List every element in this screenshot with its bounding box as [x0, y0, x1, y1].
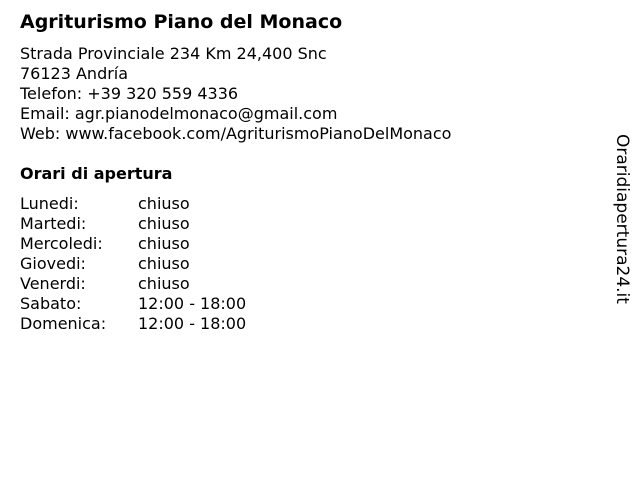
site-watermark: Oraridiapertura24.it — [612, 134, 632, 304]
day-label-wednesday: Mercoledi: — [20, 234, 103, 253]
phone-line: Telefon: +39 320 559 4336 — [20, 84, 239, 103]
business-name: Agriturismo Piano del Monaco — [20, 11, 343, 33]
day-label-tuesday: Martedi: — [20, 214, 87, 233]
day-label-sunday: Domenica: — [20, 314, 107, 333]
day-time-thursday: chiuso — [138, 254, 190, 273]
day-time-monday: chiuso — [138, 194, 190, 213]
address-line-2: 76123 Andría — [20, 64, 129, 83]
day-time-tuesday: chiuso — [138, 214, 190, 233]
day-label-saturday: Sabato: — [20, 294, 82, 313]
day-time-wednesday: chiuso — [138, 234, 190, 253]
business-card — [20, 10, 600, 334]
opening-hours-table — [20, 194, 600, 334]
day-time-saturday: 12:00 - 18:00 — [138, 294, 247, 313]
opening-hours-title: Orari di apertura — [20, 164, 173, 183]
day-time-sunday: 12:00 - 18:00 — [138, 314, 247, 333]
address-line-1: Strada Provinciale 234 Km 24,400 Snc — [20, 44, 327, 63]
day-label-monday: Lunedi: — [20, 194, 79, 213]
web-line: Web: www.facebook.com/AgriturismoPianoDelMonaco — [20, 124, 452, 143]
email-line: Email: agr.pianodelmonaco@gmail.com — [20, 104, 338, 123]
day-label-thursday: Giovedi: — [20, 254, 86, 273]
day-time-friday: chiuso — [138, 274, 190, 293]
day-label-friday: Venerdi: — [20, 274, 86, 293]
